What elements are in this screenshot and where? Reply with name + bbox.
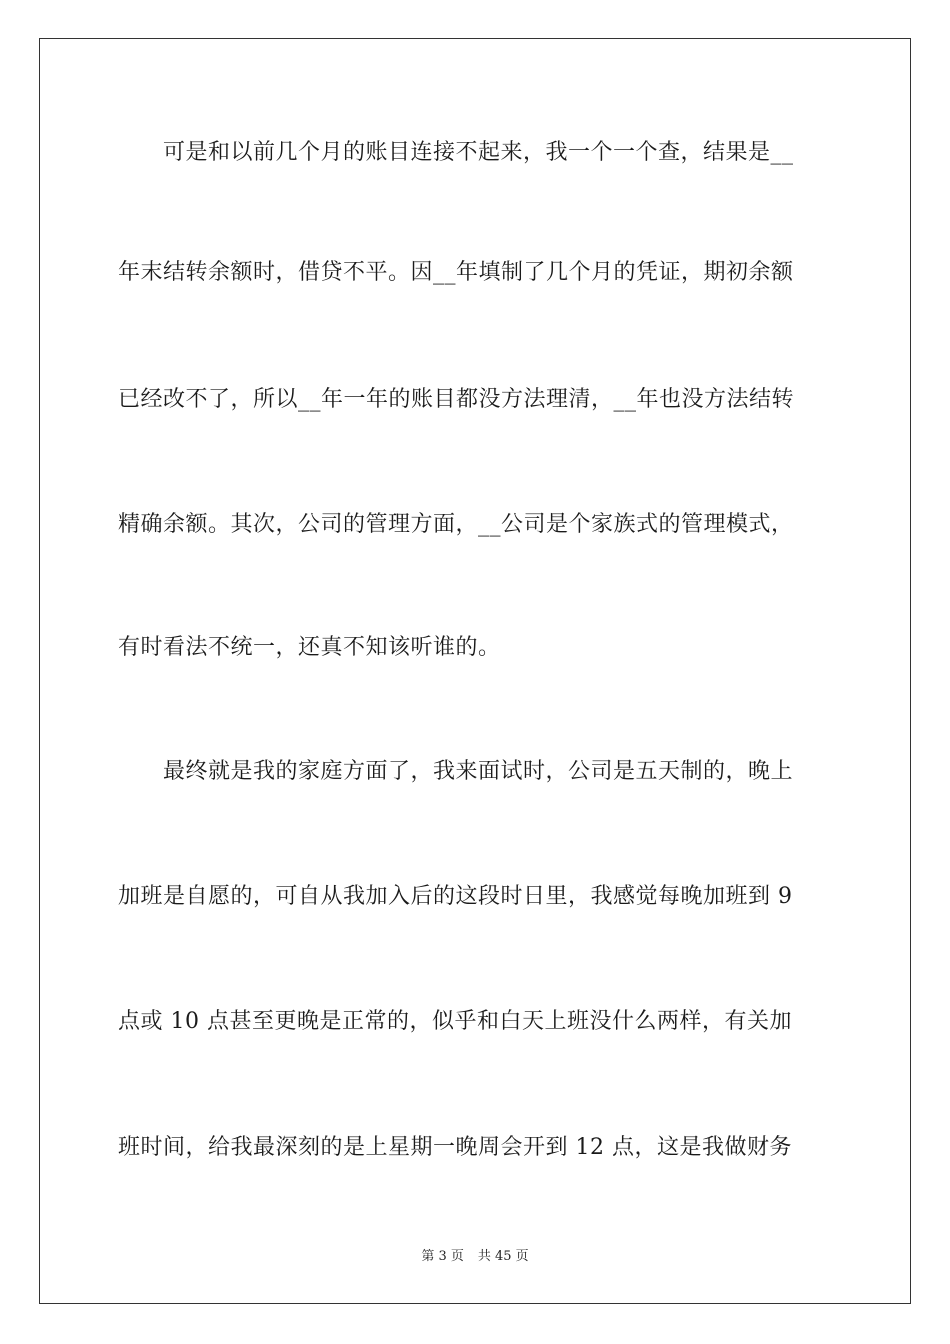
paragraph-line: 加班是自愿的，可自从我加入后的这段时日里，我感觉每晚加班到 9 — [118, 884, 793, 909]
page-border — [39, 38, 911, 1304]
paragraph-line: 已经改不了，所以__年一年的账目都没方法理清，__年也没方法结转 — [118, 387, 795, 412]
page-number: 第 3 页 — [421, 1249, 464, 1264]
paragraph-line: 可是和以前几个月的账目连接不起来，我一个一个查，结果是__ — [163, 140, 794, 165]
page-total: 共 45 页 — [477, 1249, 529, 1264]
paragraph-line: 最终就是我的家庭方面了，我来面试时，公司是五天制的，晚上 — [163, 759, 794, 784]
paragraph-line: 精确余额。其次，公司的管理方面，__公司是个家族式的管理模式， — [118, 512, 794, 537]
paragraph-line: 有时看法不统一，还真不知该听谁的。 — [118, 635, 501, 660]
page-footer — [0, 1248, 950, 1266]
paragraph-line: 点或 10 点甚至更晚是正常的，似乎和白天上班没什么两样，有关加 — [118, 1009, 792, 1034]
paragraph-line: 班时间，给我最深刻的是上星期一晚周会开到 12 点，这是我做财务 — [118, 1135, 792, 1160]
paragraph-line: 年末结转余额时，借贷不平。因__年填制了几个月的凭证，期初余额 — [118, 260, 794, 285]
